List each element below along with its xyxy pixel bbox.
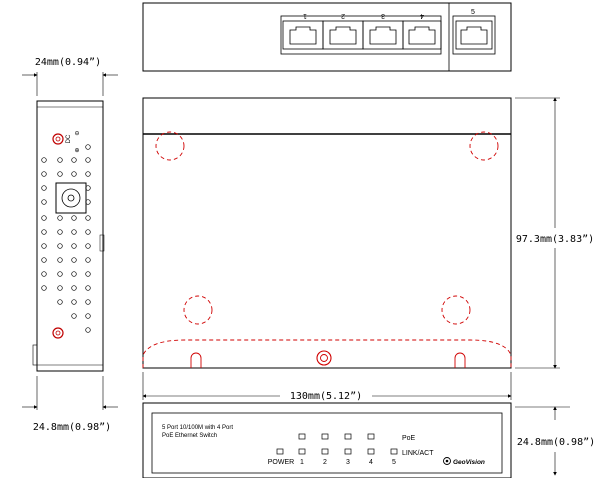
rear-port-4 (403, 21, 441, 49)
reset-hole-icon (53, 328, 63, 338)
model-description-line1: 5 Port 10/100M with 4 Port (162, 425, 234, 431)
brand-name: GeoVision (453, 459, 485, 466)
rear-port-number: 1 (303, 12, 307, 19)
power-label: POWER (267, 459, 295, 466)
power-dc-symbol: DC (66, 134, 72, 144)
power-positive-symbol: ⊕ (74, 148, 80, 154)
vent-holes (42, 145, 91, 333)
dimension-side-width-top: 24mm(0.94”) (34, 57, 102, 68)
front-port-number: 5 (392, 459, 396, 466)
front-port-number: 4 (369, 459, 373, 466)
keyhole-slots (191, 353, 465, 368)
power-jack-icon (53, 134, 63, 144)
model-description-line2: PoE Ethernet Switch (162, 433, 218, 439)
brand-logo (444, 458, 485, 467)
plan-view (143, 98, 594, 402)
side-view (22, 57, 118, 433)
poe-label: PoE (402, 435, 416, 442)
mounting-holes (143, 132, 511, 368)
front-view (143, 403, 595, 478)
rear-port-2 (323, 21, 363, 49)
link-led-row (277, 449, 397, 454)
link-act-label: LINK/ACT (402, 450, 434, 457)
rear-port-number: 5 (471, 9, 475, 16)
front-port-number: 3 (346, 459, 350, 466)
dimension-side-width-bottom: 24.8mm(0.98”) (32, 422, 112, 433)
rear-port-1 (283, 21, 323, 49)
dimension-front-height: 24.8mm(0.98”) (516, 437, 596, 448)
rear-port-number: 3 (381, 12, 385, 19)
ground-screw-icon (317, 351, 331, 365)
rear-port-number: 2 (341, 12, 345, 19)
power-negative-symbol: ⊖ (74, 131, 80, 137)
poe-led-row (299, 434, 374, 439)
front-port-number: 1 (300, 459, 304, 466)
dimension-height: 97.3mm(3.83”) (515, 234, 595, 245)
power-symbols (66, 131, 80, 154)
dc-jack (56, 183, 86, 213)
rear-port-3 (363, 21, 403, 49)
rear-view (143, 3, 511, 71)
front-port-number: 2 (323, 459, 327, 466)
dimension-length: 130mm(5.12”) (289, 391, 363, 402)
rear-port-5 (456, 21, 492, 49)
rear-port-number: 4 (420, 12, 424, 19)
